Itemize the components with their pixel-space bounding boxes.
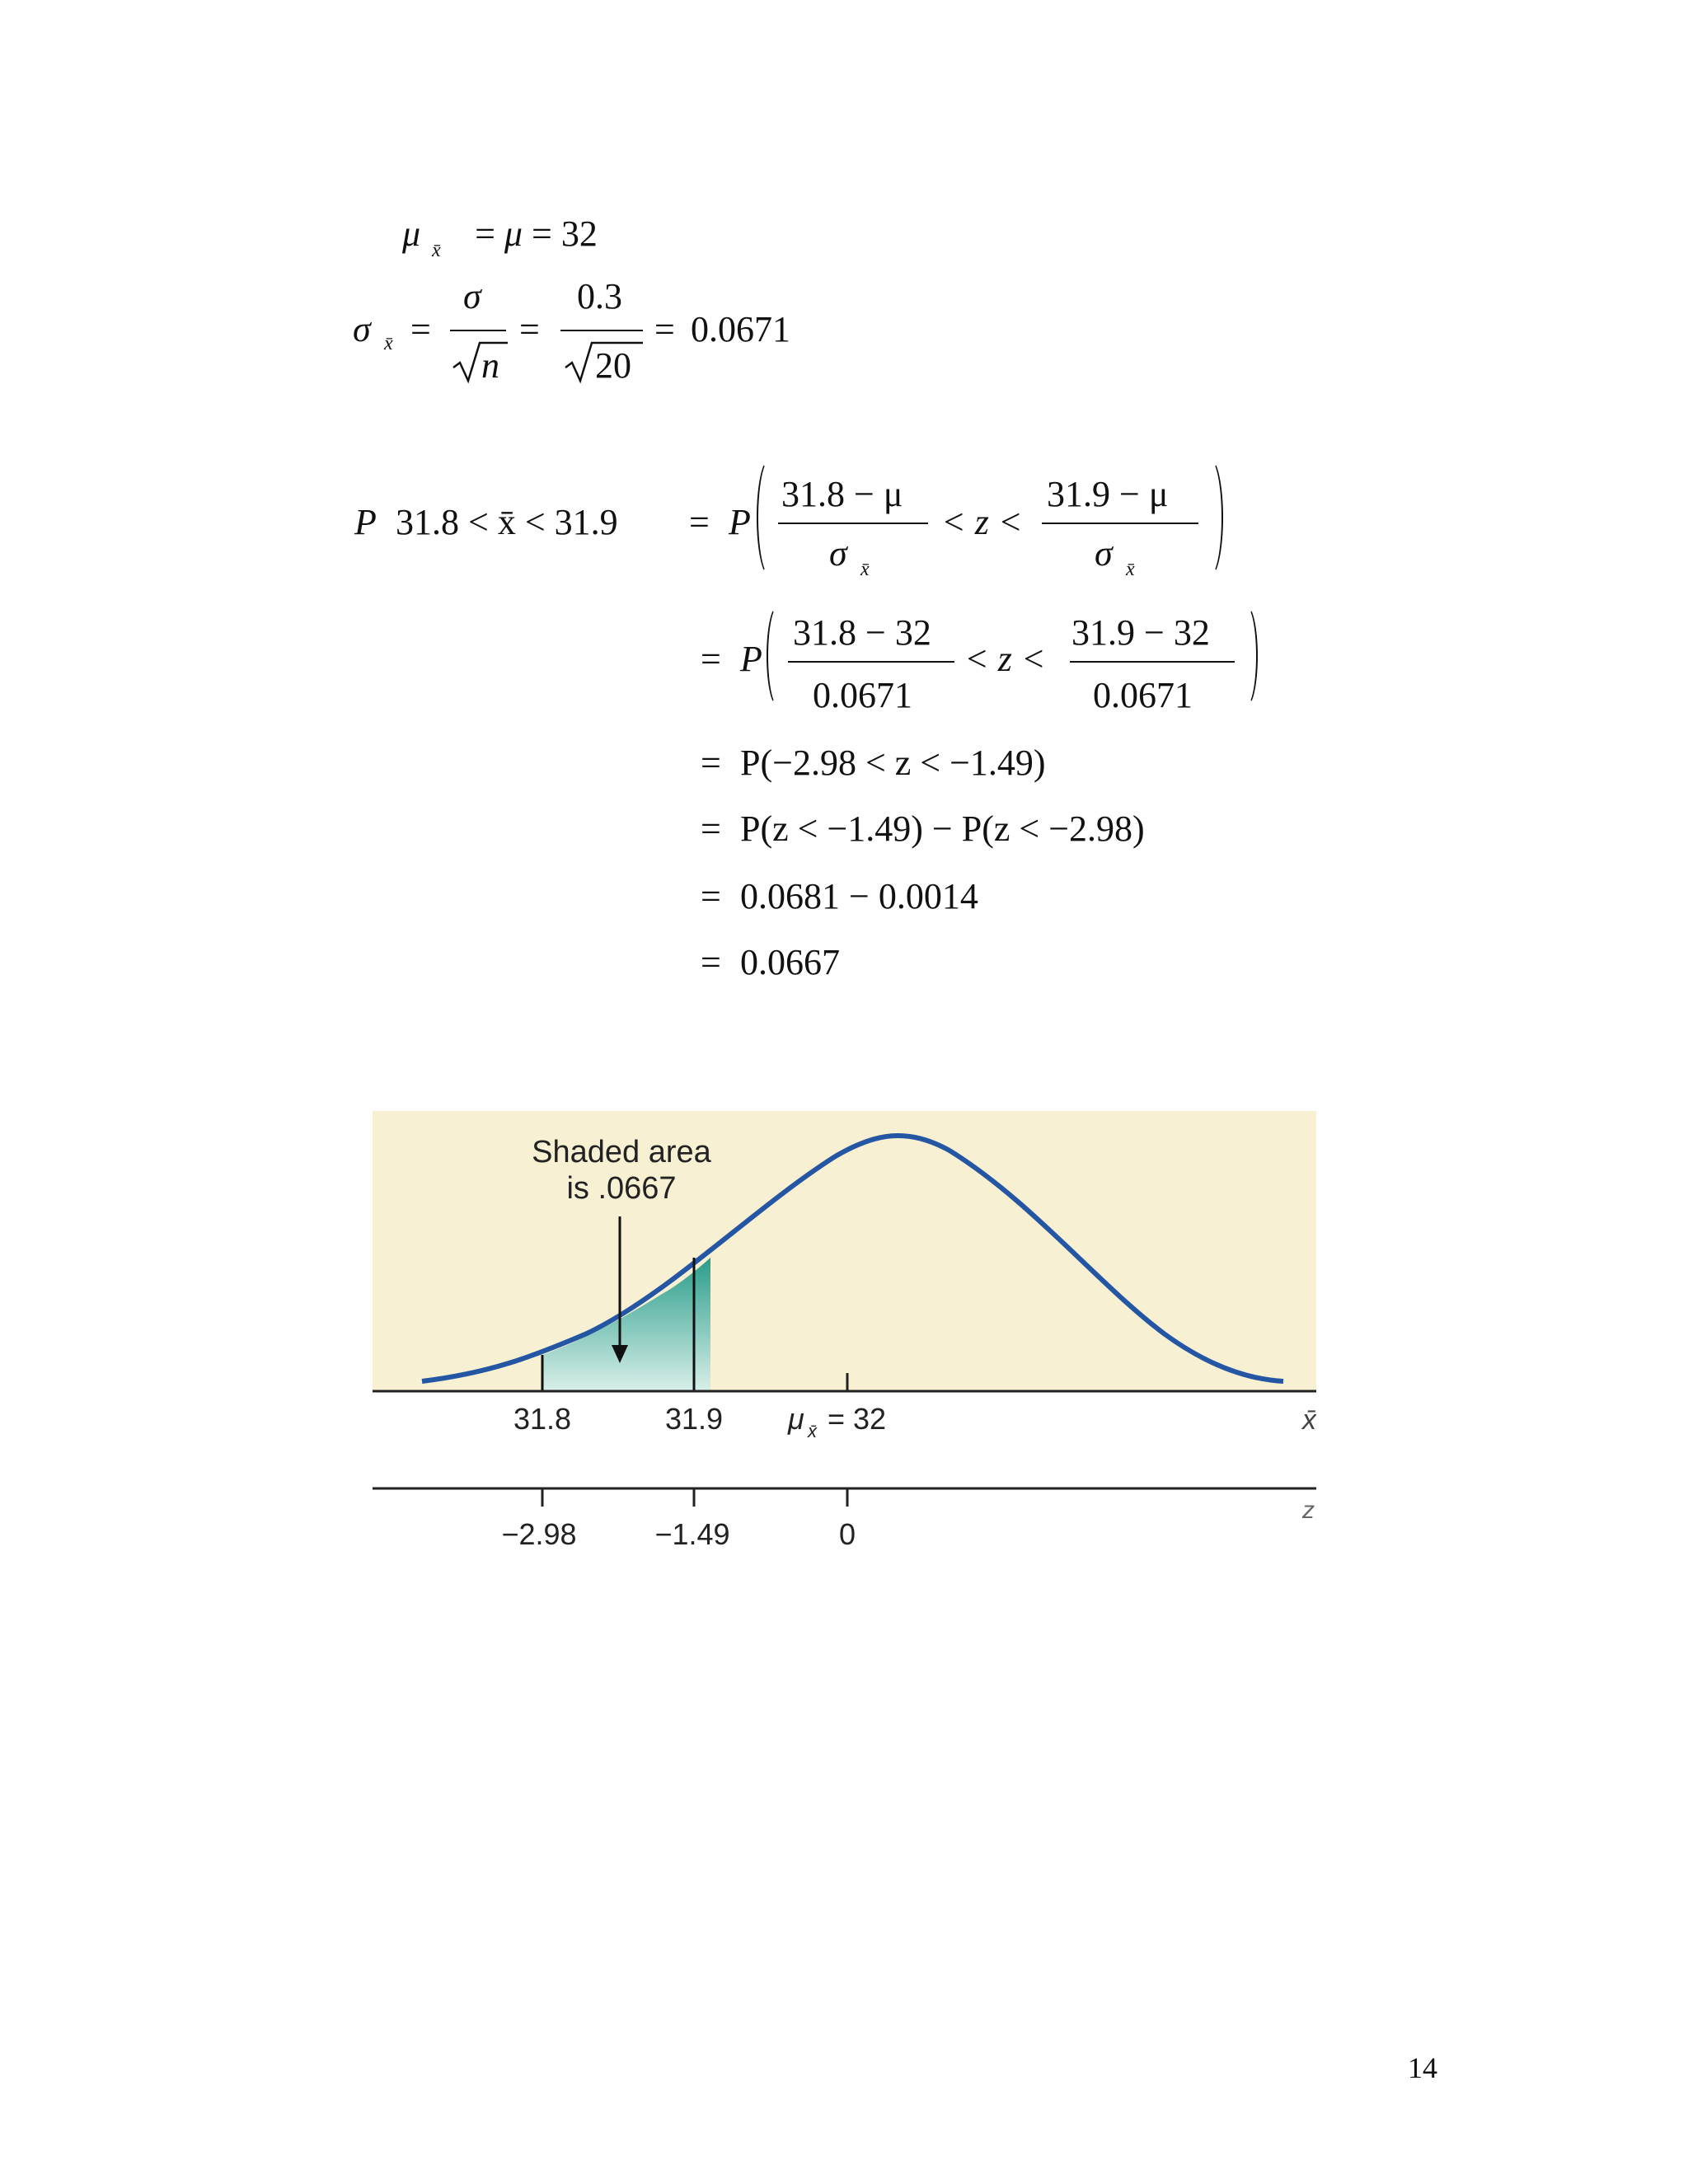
- sqrt-icon: [452, 338, 509, 384]
- probability-event: 31.8 < x̄ < 31.9: [396, 502, 618, 542]
- equals-sign: =: [701, 639, 721, 679]
- mu-subscript: x̄: [432, 240, 441, 261]
- z-axis-symbol: z: [1302, 1497, 1315, 1524]
- mu-symbol: μ: [504, 213, 523, 254]
- equals-sign: =: [701, 743, 721, 783]
- sigma-subscript: x̄: [860, 559, 870, 580]
- step-expression: P(z < −1.49) − P(z < −2.98): [740, 808, 1145, 849]
- right-parenthesis: [1197, 458, 1223, 577]
- equals-sign: =: [532, 213, 552, 254]
- sigma-result: 0.0671: [691, 309, 790, 349]
- z-tick-label: 0: [838, 1517, 856, 1551]
- sigma-symbol: σ: [353, 309, 371, 349]
- fraction-denominator: 0.0671: [1093, 675, 1193, 715]
- sigma-subscript: x̄: [384, 333, 393, 354]
- z-inequality: < z <: [941, 502, 1023, 542]
- fraction-numerator: 31.9 − μ: [1047, 474, 1169, 514]
- sigma-subscript: x̄: [1126, 559, 1135, 580]
- normal-curve-figure: [373, 1111, 1316, 1556]
- z-tick-label: −2.98: [501, 1517, 577, 1551]
- mean-value: 32: [560, 213, 598, 254]
- final-probability: 0.0667: [740, 942, 840, 982]
- fraction-numerator: σ: [463, 276, 481, 316]
- x-axis-symbol: x̄: [1302, 1404, 1316, 1436]
- fraction-denominator: 0.0671: [813, 675, 912, 715]
- probability-P: P: [354, 502, 377, 542]
- page-number: 14: [1408, 2051, 1437, 2084]
- fraction-bar: [778, 523, 928, 524]
- equals-sign: =: [689, 502, 710, 542]
- annotation-line-2: is .0667: [566, 1171, 677, 1206]
- fraction-numerator: 31.8 − μ: [781, 474, 903, 514]
- mean-label-mu: μ: [788, 1402, 804, 1436]
- equals-sign: =: [701, 876, 721, 916]
- left-parenthesis: [767, 605, 790, 707]
- z-tick-label: −1.49: [654, 1517, 730, 1551]
- probability-P: P: [740, 639, 762, 679]
- fraction-denominator: σ: [829, 533, 847, 574]
- equals-sign: =: [475, 213, 495, 254]
- equals-sign: =: [519, 309, 540, 349]
- fraction-bar: [1042, 523, 1198, 524]
- annotation-line-1: Shaded area: [532, 1135, 711, 1169]
- equals-sign: =: [701, 942, 721, 982]
- z-inequality: < z <: [964, 639, 1046, 679]
- fraction-numerator: 31.8 − 32: [793, 612, 931, 653]
- fraction-bar: [450, 330, 506, 331]
- equals-sign: =: [410, 309, 431, 349]
- fraction-numerator: 31.9 − 32: [1071, 612, 1210, 653]
- x-tick-label: 31.8: [513, 1402, 572, 1436]
- mean-equation: [402, 213, 598, 261]
- fraction-denominator: 20: [595, 345, 631, 386]
- fraction-numerator: 0.3: [577, 276, 622, 316]
- probability-P: P: [729, 502, 751, 542]
- fraction-bar: [788, 661, 954, 663]
- fraction-denominator: σ: [1095, 533, 1113, 574]
- mu-symbol: μ: [402, 213, 421, 254]
- fraction-bar: [1070, 661, 1235, 663]
- fraction-denominator: n: [481, 345, 499, 386]
- right-parenthesis: [1235, 605, 1258, 707]
- fraction-bar: [560, 330, 643, 331]
- equals-sign: =: [701, 808, 721, 849]
- step-expression: P(−2.98 < z < −1.49): [740, 743, 1046, 783]
- equals-sign: =: [654, 309, 675, 349]
- x-tick-label: 31.9: [664, 1402, 724, 1436]
- mean-label-subscript: x̄: [808, 1421, 817, 1441]
- mean-label-value: = 32: [828, 1402, 887, 1436]
- step-expression: 0.0681 − 0.0014: [740, 876, 978, 916]
- left-parenthesis: [757, 458, 783, 577]
